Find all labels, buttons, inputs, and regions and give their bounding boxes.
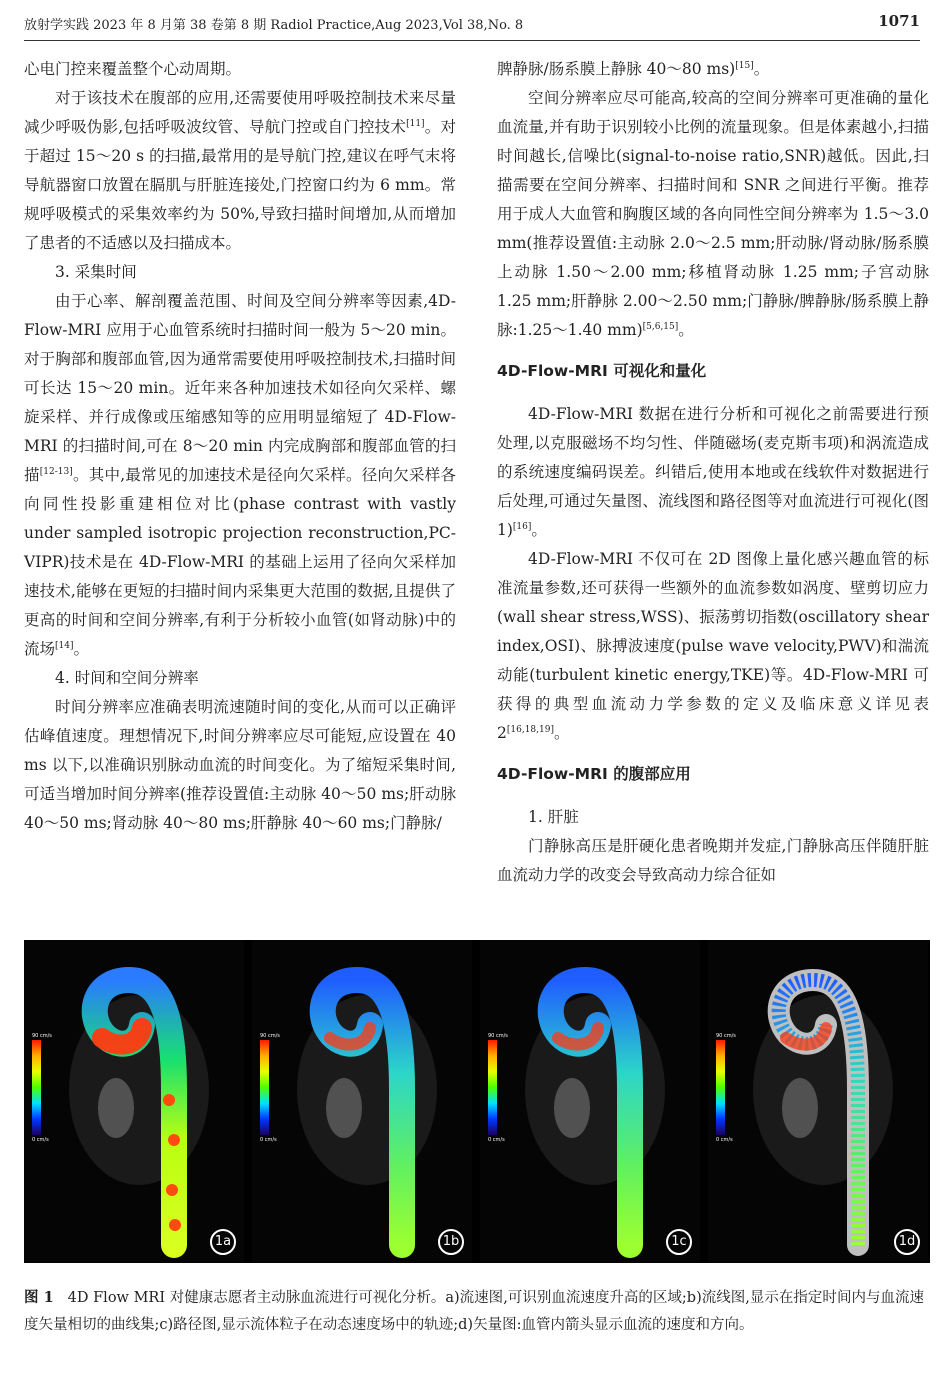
velocity-colorbar xyxy=(716,1040,725,1135)
caption-label: 图 1 xyxy=(24,1289,54,1306)
right-column xyxy=(497,55,929,890)
background-tissue xyxy=(554,1078,590,1138)
section-heading xyxy=(497,760,929,789)
text-run: 空间分辨率应尽可能高,较高的空间分辨率可更准确的量化血流量,并有助于识别较小比例的流量现象。但是体素越小,扫描时间越长,信噪比(signal-to-noise ratio,SNR)越低。因此,扫描需要在空间分辨率、扫描时间和 SNR 之间进行平衡。推荐用于成人大血管和胸腹区域的各向同性空间分辨率为 1.5～3.0 mm(推荐设置值:主动脉 2.0～2.5 mm;肝动脉/肾动脉/肠系膜上动脉 1.50～2.00 mm;移植肾动脉 1.25 mm;子宫动脉 1.25 mm;肝静脉 2.00～2.50 mm;门静脉/脾静脉/肠系膜上静脉:1.25～1.40 mm) xyxy=(497,89,929,339)
figure-panel-b xyxy=(252,940,472,1263)
citation-ref: [15] xyxy=(735,60,754,71)
paragraph xyxy=(24,693,456,838)
text-run: 。 xyxy=(678,321,694,339)
high-velocity-spot xyxy=(168,1134,180,1146)
text-run: 。对于超过 15～20 s 的扫描,最常用的是导航门控,建议在呼气末将导航器窗口放置在膈肌与肝脏连接处,门控窗口约为 6 mm。常规呼吸模式的采集效率约为 50%,导致扫描时间增加,从而增加了患者的不适感以及扫描成本。 xyxy=(24,118,456,252)
high-velocity-spot xyxy=(163,1094,175,1106)
figure-caption xyxy=(24,1284,924,1339)
left-column xyxy=(24,55,456,838)
paragraph xyxy=(497,55,929,84)
colorbar-max-label: 90 cm/s xyxy=(716,1033,736,1039)
text-run: 4D-Flow-MRI 可视化和量化 xyxy=(497,362,707,380)
journal-info: 放射学实践 2023 年 8 月第 38 卷第 8 期 Radiol Practice,Aug 2023,Vol 38,No. 8 xyxy=(24,18,524,33)
velocity-colorbar xyxy=(488,1040,497,1135)
running-header xyxy=(24,10,920,41)
colorbar-max-label: 90 cm/s xyxy=(260,1033,280,1039)
background-tissue xyxy=(326,1078,362,1138)
paragraph xyxy=(497,832,929,890)
text-run: 4D-Flow-MRI 不仅可在 2D 图像上量化感兴趣血管的标准流量参数,还可获得一些额外的血流参数如涡度、壁剪切应力(wall shear stress,WSS)、振荡剪切指数(oscillatory shear index,OSI)、脉搏波速度(pulse wave velocity,PWV)和湍流动能(turbulent kinetic energy,TKE)等。4D-Flow-MRI 可获得的典型血流动力学参数的定义及临床意义详见表 2 xyxy=(497,550,929,742)
velocity-colorbar xyxy=(260,1040,269,1135)
text-run: 对于该技术在腹部的应用,还需要使用呼吸控制技术来尽量减少呼吸伪影,包括呼吸波纹管、导航门控或自门控技术 xyxy=(24,89,456,136)
text-run: 。 xyxy=(553,724,570,742)
text-run: 。 xyxy=(73,640,90,658)
paragraph xyxy=(497,400,929,545)
paragraph xyxy=(497,545,929,748)
paragraph xyxy=(497,84,929,345)
subsection-heading xyxy=(24,258,456,287)
text-run: 4D-Flow-MRI 数据在进行分析和可视化之前需要进行预处理,以克服磁场不均匀性、伴随磁场(麦克斯韦项)和涡流造成的系统速度编码误差。纠错后,使用本地或在线软件对数据进行后处理,可通过矢量图、流线图和路径图等对血流进行可视化(图 1) xyxy=(497,405,929,539)
figure-1 xyxy=(24,940,930,1263)
citation-ref: [16,18,19] xyxy=(506,724,554,735)
citation-ref: [14] xyxy=(55,640,74,651)
colorbar-min-label: 0 cm/s xyxy=(260,1137,277,1143)
text-run: 心电门控来覆盖整个心动周期。 xyxy=(24,60,242,78)
paragraph xyxy=(24,55,456,84)
colorbar-min-label: 0 cm/s xyxy=(716,1137,733,1143)
text-run: 。 xyxy=(531,521,547,539)
background-tissue xyxy=(98,1078,134,1138)
text-run: 由于心率、解剖覆盖范围、时间及空间分辨率等因素,4D-Flow-MRI 应用于心血管系统时扫描时间一般为 5～20 min。对于胸部和腹部血管,因为通常需要使用呼吸控制技术,扫描时间可长达 15～20 min。近年来各种加速技术如径向欠采样、螺旋采样、并行成像或压缩感知等的应用明显缩短了 4D-Flow-MRI 的扫描时间,可在 8～20 min 内完成胸部和腹部血管的扫描 xyxy=(24,292,456,484)
panel-label: 1c xyxy=(666,1229,692,1255)
text-run: 脾静脉/肠系膜上静脉 40～80 ms) xyxy=(497,60,736,78)
citation-ref: [5,6,15] xyxy=(642,321,679,332)
colorbar-max-label: 90 cm/s xyxy=(488,1033,508,1039)
caption-text: 4D Flow MRI 对健康志愿者主动脉血流进行可视化分析。a)流速图,可识别血流速度升高的区域;b)流线图,显示在指定时间内与血流速度矢量相切的曲线集;c)路径图,显示流体粒子在动态速度场中的轨迹;d)矢量图:血管内箭头显示血流的速度和方向。 xyxy=(24,1290,924,1333)
panel-label: 1a xyxy=(210,1229,236,1255)
colorbar-max-label: 90 cm/s xyxy=(32,1033,52,1039)
text-run: 门静脉高压是肝硬化患者晚期并发症,门静脉高压伴随肝脏血流动力学的改变会导致高动力综合征如 xyxy=(497,837,929,884)
paragraph xyxy=(24,287,456,664)
aorta-image xyxy=(252,940,472,1263)
citation-ref: [11] xyxy=(406,118,425,129)
aorta-image xyxy=(24,940,244,1263)
section-heading xyxy=(497,357,929,386)
colorbar-min-label: 0 cm/s xyxy=(488,1137,505,1143)
page-number: 1071 xyxy=(878,12,920,30)
text-run: 4. 时间和空间分辨率 xyxy=(55,669,199,687)
figure-panel-d xyxy=(708,940,928,1263)
aorta-image xyxy=(480,940,700,1263)
subsection-heading xyxy=(24,664,456,693)
aorta-image xyxy=(708,940,928,1263)
panel-label: 1b xyxy=(438,1229,464,1255)
text-run: 4D-Flow-MRI 的腹部应用 xyxy=(497,765,691,783)
citation-ref: [12-13] xyxy=(39,466,73,477)
text-run: 3. 采集时间 xyxy=(55,263,137,281)
text-run: 。 xyxy=(753,60,770,78)
subsection-heading xyxy=(497,803,929,832)
text-run: 时间分辨率应准确表明流速随时间的变化,从而可以正确评估峰值速度。理想情况下,时间分辨率应尽可能短,应设置在 40 ms 以下,以准确识别脉动血流的时间变化。为了缩短采集时间,可适当增加时间分辨率(推荐设置值:主动脉 40～50 ms;肝动脉 40～50 ms;肾动脉 40～80 ms;肝静脉 40～60 ms;门静脉/ xyxy=(24,698,456,832)
velocity-colorbar xyxy=(32,1040,41,1135)
high-velocity-spot xyxy=(166,1184,178,1196)
panel-label: 1d xyxy=(894,1229,920,1255)
text-run: 。其中,最常见的加速技术是径向欠采样。径向欠采样各向同性投影重建相位对比(phase contrast with vastly under sampled isotropic projection reconstruction,PC-VIPR)技术是在 4D-Flow-MRI 的基础上运用了径向欠采样加速技术,能够在更短的扫描时间内采集更大范围的数据,且提供了更高的时间和空间分辨率,有利于分析较小血管(如肾动脉)中的流场 xyxy=(24,466,456,658)
citation-ref: [16] xyxy=(512,521,532,532)
text-run: 1. 肝脏 xyxy=(528,808,579,826)
paragraph xyxy=(24,84,456,258)
figure-panel-c xyxy=(480,940,700,1263)
figure-panel-a xyxy=(24,940,244,1263)
high-velocity-spot xyxy=(169,1219,181,1231)
background-tissue xyxy=(782,1078,818,1138)
colorbar-min-label: 0 cm/s xyxy=(32,1137,49,1143)
